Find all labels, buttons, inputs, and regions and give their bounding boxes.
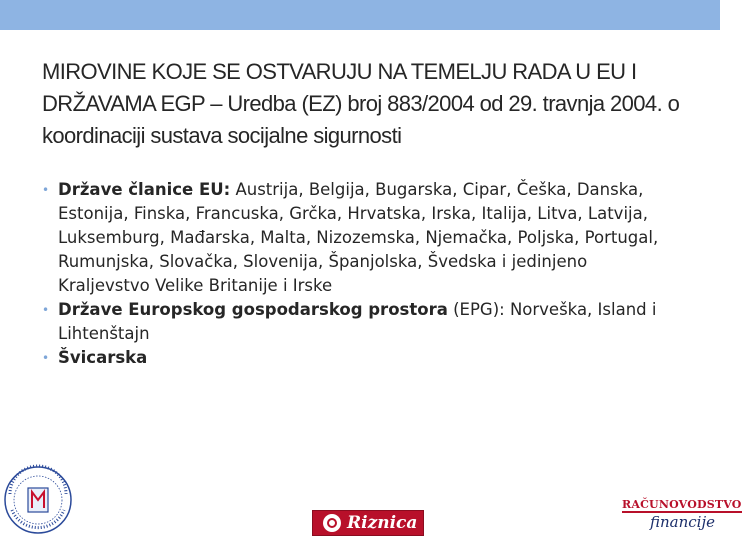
bullet-list	[42, 178, 682, 370]
bullet-text: Austrija, Belgija, Bugarska, Cipar, Češka, Danska, Estonija, Finska, Francuska, Grčka, Hrvatska, Irska, Italija, Litva, Latvija, Luksemburg, Mađarska, Malta, Nizozemska, Njemačka, Poljska, Portugal, Rumunjska, Slovačka, Slovenija, Španjolska, Švedska i jedinjeno Kraljevstvo Velike Britanije i Irske	[58, 180, 659, 295]
bullet-heading: Švicarska	[58, 348, 148, 367]
bullet-item-switzerland	[42, 346, 682, 370]
slide-title: MIROVINE KOJE SE OSTVARUJU NA TEMELJU RADA U EU I DRŽAVAMA EGP – Uredba (EZ) broj 883/2004 od 29. travnja 2004. o koordinaciji sustava socijalne sigurnosti	[42, 59, 680, 148]
bullet-icon: •	[42, 303, 50, 317]
bullet-item-eea-states	[42, 298, 682, 346]
bullet-heading: Države Europskog gospodarskog prostora	[58, 300, 448, 319]
bullet-item-eu-members	[42, 178, 682, 298]
seal-logo-icon	[2, 464, 74, 536]
bullet-icon: •	[42, 183, 50, 197]
top-accent-band	[0, 0, 720, 30]
racunovodstvo-text: RAČUNOVODSTVO	[622, 498, 742, 511]
bullet-heading: Države članice EU:	[58, 180, 231, 199]
racunovodstvo-financije-logo	[622, 496, 742, 536]
riznica-logo	[312, 510, 424, 536]
riznica-emblem-icon	[323, 514, 341, 532]
financije-text: financije	[650, 513, 715, 531]
bullet-text: (EPG): Norveška, Island i Lihtenštajn	[58, 300, 657, 343]
bullet-icon: •	[42, 351, 50, 365]
riznica-brand-text: Riznica	[347, 513, 418, 533]
